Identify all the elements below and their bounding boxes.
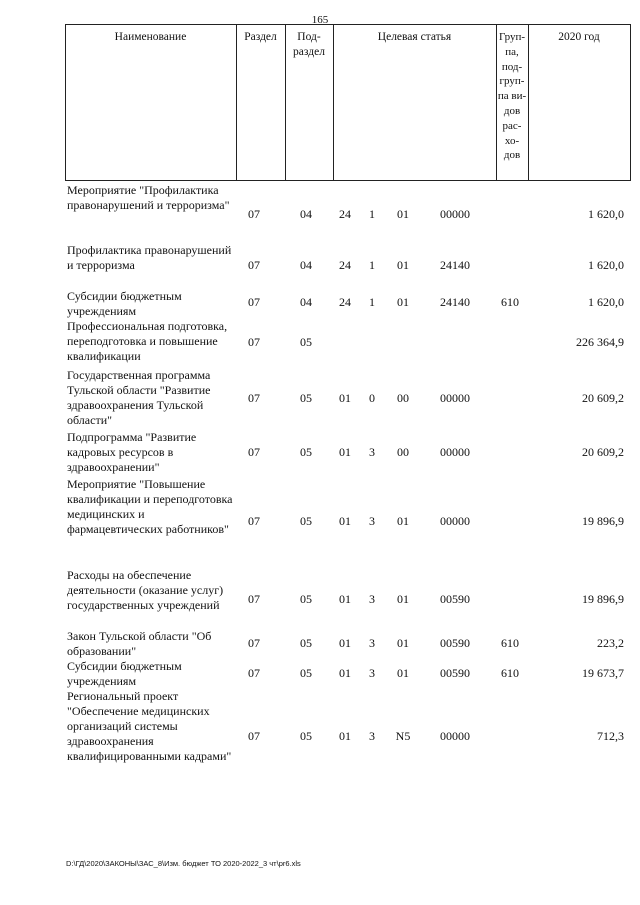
header-section: Раздел (244, 31, 277, 43)
row-cs1: 01 (339, 592, 351, 606)
row-amount: 1 620,0 (588, 258, 624, 272)
row-cs2: 3 (369, 729, 375, 743)
row-vid: 610 (501, 295, 519, 309)
row-cs2: 3 (369, 666, 375, 680)
row-cs4: 00590 (440, 592, 470, 606)
row-razdel: 07 (248, 729, 260, 743)
header-year: 2020 год (558, 31, 600, 43)
row-cs3: 01 (397, 592, 409, 606)
row-name: Государственная программа Тульской области "Развитие здравоохранения Тульской области" (67, 368, 211, 427)
row-podrazdel: 04 (300, 207, 312, 221)
header-target: Целевая статья (377, 31, 452, 43)
row-name: Профессиональная подготовка, переподготовка и повышение квалификации (67, 319, 228, 363)
row-razdel: 07 (248, 445, 260, 459)
row-podrazdel: 05 (300, 666, 312, 680)
row-name: Профилактика правонарушений и терроризма (67, 243, 232, 272)
row-podrazdel: 05 (300, 335, 312, 349)
row-razdel: 07 (248, 258, 260, 272)
header-subsection: Под- раздел (293, 31, 325, 58)
row-razdel: 07 (248, 666, 260, 680)
row-cs1: 24 (339, 295, 351, 309)
row-razdel: 07 (248, 514, 260, 528)
row-cs4: 24140 (440, 258, 470, 272)
row-amount: 1 620,0 (588, 207, 624, 221)
row-cs2: 0 (369, 391, 375, 405)
row-cs2: 3 (369, 636, 375, 650)
row-cs1: 01 (339, 636, 351, 650)
row-cs1: 01 (339, 729, 351, 743)
row-razdel: 07 (248, 636, 260, 650)
header-name: Наименование (114, 31, 187, 43)
row-name: Мероприятие "Повышение квалификации и переподготовка медицинских и фармацевтических работников" (67, 477, 233, 536)
row-podrazdel: 05 (300, 729, 312, 743)
row-name: Закон Тульской области "Об образовании" (67, 629, 212, 658)
row-cs2: 3 (369, 514, 375, 528)
row-podrazdel: 05 (300, 592, 312, 606)
row-cs1: 01 (339, 391, 351, 405)
row-razdel: 07 (248, 592, 260, 606)
row-cs3: 01 (397, 295, 409, 309)
row-cs3: 01 (397, 514, 409, 528)
row-cs2: 1 (369, 258, 375, 272)
row-cs1: 24 (339, 207, 351, 221)
row-razdel: 07 (248, 207, 260, 221)
row-cs3: 01 (397, 258, 409, 272)
row-cs4: 00000 (440, 391, 470, 405)
row-amount: 19 896,9 (582, 592, 624, 606)
row-podrazdel: 05 (300, 514, 312, 528)
row-amount: 20 609,2 (582, 391, 624, 405)
row-cs4: 00000 (440, 514, 470, 528)
row-cs1: 24 (339, 258, 351, 272)
row-amount: 19 673,7 (582, 666, 624, 680)
row-podrazdel: 05 (300, 636, 312, 650)
row-cs3: 00 (397, 445, 409, 459)
row-cs3: 00 (397, 391, 409, 405)
row-cs4: 00590 (440, 636, 470, 650)
row-podrazdel: 05 (300, 391, 312, 405)
row-cs3: 01 (397, 636, 409, 650)
row-cs1: 01 (339, 666, 351, 680)
row-cs4: 00590 (440, 666, 470, 680)
row-cs3: 01 (397, 207, 409, 221)
row-cs2: 3 (369, 445, 375, 459)
row-cs3: 01 (397, 666, 409, 680)
row-cs4: 00000 (440, 207, 470, 221)
row-amount: 20 609,2 (582, 445, 624, 459)
row-vid: 610 (501, 666, 519, 680)
row-razdel: 07 (248, 391, 260, 405)
row-amount: 712,3 (597, 729, 624, 743)
row-cs4: 00000 (440, 729, 470, 743)
row-cs1: 01 (339, 514, 351, 528)
row-amount: 1 620,0 (588, 295, 624, 309)
row-name: Региональный проект "Обеспечение медицинских организаций системы здравоохранения квалифицированными кадрами" (67, 689, 232, 763)
row-name: Субсидии бюджетным учреждениям (67, 289, 182, 318)
row-cs2: 1 (369, 295, 375, 309)
row-podrazdel: 04 (300, 295, 312, 309)
row-name: Субсидии бюджетным учреждениям (67, 659, 182, 688)
header-group: Груп- па, под- груп- па ви- дов рас- хо- дов (497, 31, 527, 162)
row-podrazdel: 04 (300, 258, 312, 272)
row-cs1: 01 (339, 445, 351, 459)
row-razdel: 07 (248, 335, 260, 349)
row-name: Расходы на обеспечение деятельности (оказание услуг) государственных учреждений (67, 568, 224, 612)
row-cs3: N5 (395, 729, 411, 743)
row-podrazdel: 05 (300, 445, 312, 459)
table-header (65, 24, 631, 181)
row-name: Подпрограмма "Развитие кадровых ресурсов в здравоохранении" (67, 430, 197, 474)
row-amount: 19 896,9 (582, 514, 624, 528)
row-name: Мероприятие "Профилактика правонарушений и терроризма" (67, 183, 230, 212)
row-amount: 226 364,9 (576, 335, 624, 349)
row-cs4: 24140 (440, 295, 470, 309)
file-path-footer: D:\ГД\2020\ЗАКОНЫ\ЗАС_8\Изм. бюджет ТО 2020-2022_3 чт\pr6.xls (66, 859, 301, 868)
row-vid: 610 (501, 636, 519, 650)
row-cs4: 00000 (440, 445, 470, 459)
row-cs2: 3 (369, 592, 375, 606)
row-cs2: 1 (369, 207, 375, 221)
row-amount: 223,2 (597, 636, 624, 650)
row-razdel: 07 (248, 295, 260, 309)
page-number: 165 (311, 14, 329, 26)
